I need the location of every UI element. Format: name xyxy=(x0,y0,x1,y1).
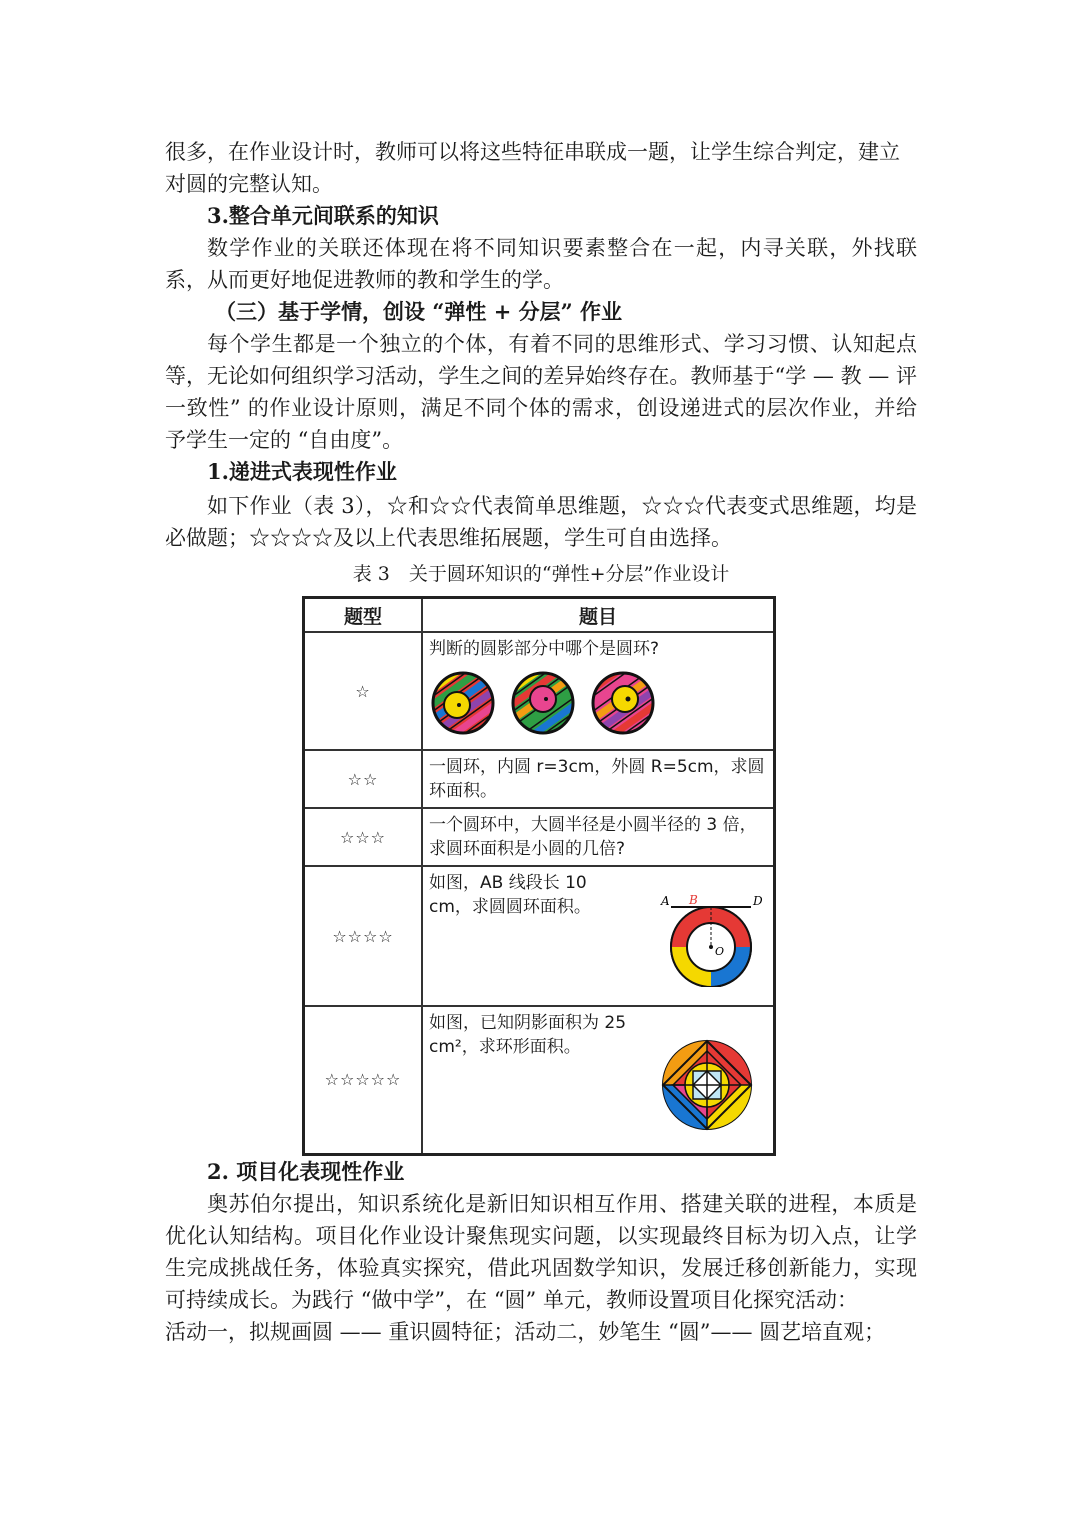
stars: ☆☆☆ xyxy=(304,808,423,866)
stars: ☆☆☆☆☆ xyxy=(304,1006,423,1154)
label-o: O xyxy=(715,945,725,958)
paragraph-line: 很多，在作业设计时，教师可以将这些特征串联成一题，让学生综合判定，建立 xyxy=(165,140,900,164)
table-row xyxy=(304,866,775,1006)
question-text: 判断的圆影部分中哪个是圆环? xyxy=(429,639,660,659)
header-type: 题型 xyxy=(304,598,423,633)
header-question: 题目 xyxy=(422,598,775,633)
paragraph-line: 活动一，拟规画圆 —— 重识圆特征；活动二，妙笔生 “圆”—— 圆艺培直观； xyxy=(165,1320,886,1344)
label-d: D xyxy=(753,894,763,908)
stars: ☆ xyxy=(304,632,423,750)
table-row xyxy=(304,808,775,866)
table-caption: 表 3 关于圆环知识的“弹性+分层”作业设计 xyxy=(352,563,730,585)
paragraph: 如下作业（表 3），☆和☆☆代表简单思维题，☆☆☆代表变式思维题，均是必做题；☆☆☆☆及以上代表思维拓展题，学生可自由选择。 xyxy=(165,494,917,550)
label-b: B xyxy=(689,893,698,907)
label-a: A xyxy=(661,894,670,908)
section-heading: （三）基于学情，创设 “弹性 + 分层” 作业 xyxy=(215,299,622,324)
question-cell xyxy=(422,808,775,866)
question-text: 一个圆环中，大圆半径是小圆半径的 3 倍，求圆环面积是小圆的几倍? xyxy=(429,815,757,859)
question-text: 如图，已知阴影面积为 25 cm²，求环形面积。 xyxy=(429,1013,627,1057)
paragraph: 数学作业的关联还体现在将不同知识要素整合在一起，内寻关联，外找联系，从而更好地促进教师的教和学生的学。 xyxy=(165,236,917,292)
homework-table xyxy=(302,596,776,1156)
question-cell xyxy=(422,632,775,750)
heading-1: 1.递进式表现性作业 xyxy=(207,459,397,484)
ring-ab-figure xyxy=(649,891,775,987)
heading-3: 3.整合单元间联系的知识 xyxy=(207,203,439,228)
question-text: 如图，AB 线段长 10 cm，求圆圆环面积。 xyxy=(429,873,591,917)
question-text: 一圆环，内圆 r=3cm，外圆 R=5cm，求圆环面积。 xyxy=(429,757,765,801)
paragraph-line: 对圆的完整认知。 xyxy=(165,172,333,196)
label-c: C xyxy=(707,893,717,907)
stars: ☆☆☆☆ xyxy=(304,866,423,1006)
question-cell xyxy=(422,1006,775,1154)
question-cell xyxy=(422,750,775,808)
table-row xyxy=(304,750,775,808)
paragraph: 奥苏伯尔提出，知识系统化是新旧知识相互作用、搭建关联的进程，本质是优化认知结构。项目化作业设计聚焦现实问题，以实现最终目标为切入点，让学生完成挑战任务，体验真实探究，借此巩固数学知识，发展迁移创新能力，实现可持续成长。为践行 “做中学”，在 “圆” 单元，教师设置项目化探究活动： xyxy=(165,1192,917,1312)
square-ring-figure xyxy=(659,1037,755,1133)
question-cell xyxy=(422,866,775,1006)
paragraph: 每个学生都是一个独立的个体，有着不同的思维形式、学习习惯、认知起点等，无论如何组织学习活动，学生之间的差异始终存在。教师基于“学 — 教 — 评一致性” 的作业设计原则，满足不同个体的需求，创设递进式的层次作业，并给予学生一定的 “自由度”。 xyxy=(165,332,917,452)
ring-options-figure xyxy=(429,667,659,739)
stars: ☆☆ xyxy=(304,750,423,808)
table-row xyxy=(304,632,775,750)
heading-2: 2. 项目化表现性作业 xyxy=(207,1159,405,1184)
table-row xyxy=(304,1006,775,1154)
